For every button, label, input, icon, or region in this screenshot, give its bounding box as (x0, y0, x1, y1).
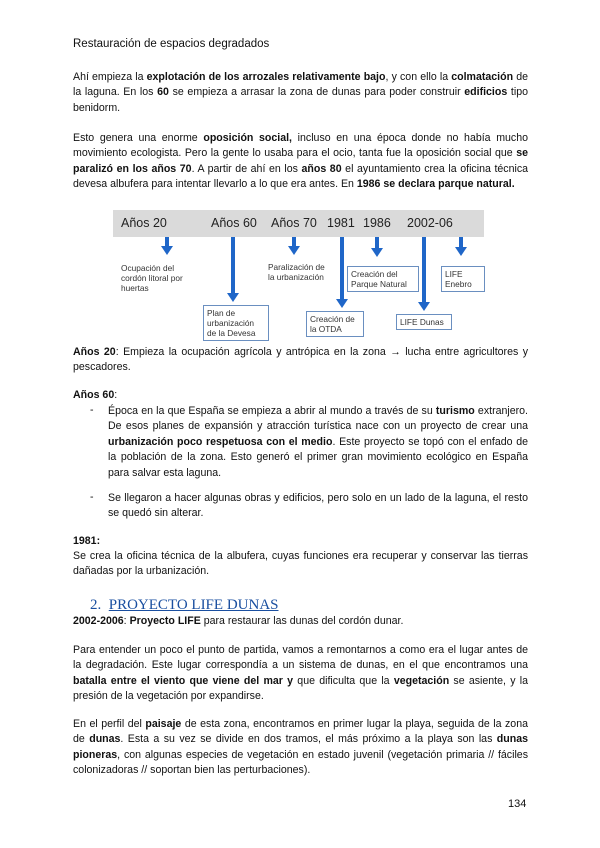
paragraph-explotacion: Ahí empieza la explotación de los arrozales relativamente bajo, y con ello la colmatación de la laguna. En los 60 se empieza a arrasar la zona de dunas para poder construir edificios tipo benidorm. (73, 71, 529, 114)
box-parque-natural: Creación del Parque Natural (347, 266, 419, 292)
list-item: Época en la que España se empieza a abrir al mundo a través de su turismo extranjero. De esos planes de expansión y atracción turística nace con un proyecto de crear una urbanización poco respetuosa con el medio. Este proyecto se topó con el enfado de la población de la zona. Esto generó el primer gran movimiento ecológico en España para salvar esta laguna. (108, 405, 529, 479)
heading-1981: 1981: (73, 535, 101, 547)
year-anos-20: Años 20 (121, 216, 167, 230)
arrow-head-life-dunas-icon (418, 302, 430, 311)
arrow-head-anos-20-icon (161, 246, 173, 255)
arrow-anos-70-icon (292, 237, 296, 246)
year-2002-06: 2002-06 (407, 216, 453, 230)
box-creacion-otda: Creación de la OTDA (306, 311, 364, 337)
box-paralizacion: Paralización de la urbanización (268, 262, 328, 282)
paragraph-paisaje: En el perfil del paisaje de esta zona, encontramos en primer lugar la playa, seguida de la zona de dunas. Esta a su vez se divide en dos tramos, el más próximo a la playa son las dunas pioneras, con algunas especies de vegetación en estado juvenil (vegetación primaria // fáciles colonizadoras // soportan bien las perturbaciones). (73, 718, 528, 777)
year-anos-60: Años 60 (211, 216, 257, 230)
paragraph-anos-20: Años 20: Empieza la ocupación agrícola y antrópica en la zona → lucha entre agricultores y pescadores. (73, 346, 528, 374)
heading-anos-60: Años 60: (73, 389, 118, 401)
year-anos-70: Años 70 (271, 216, 317, 230)
arrow-anos-20-icon (165, 237, 169, 246)
list-bullet: - (90, 491, 94, 503)
year-1986: 1986 (363, 216, 391, 230)
box-plan-urbanizacion: Plan de urbanización de la Devesa (203, 305, 269, 341)
year-1981: 1981 (327, 216, 355, 230)
arrow-head-life-enebro-icon (455, 247, 467, 256)
arrow-life-enebro-icon (459, 237, 463, 247)
paragraph-life: 2002-2006: Proyecto LIFE para restaurar las dunas del cordón dunar. (73, 615, 404, 627)
arrow-1981-icon (340, 237, 344, 299)
arrow-anos-60-icon (231, 237, 235, 293)
arrow-1986-icon (375, 237, 379, 248)
arrow-head-anos-60-icon (227, 293, 239, 302)
section-heading: 2. PROYECTO LIFE DUNAS (90, 597, 279, 613)
arrow-head-anos-70-icon (288, 246, 300, 255)
list-item: Se llegaron a hacer algunas obras y edificios, pero solo en un lado de la laguna, el resto se quedó sin alterar. (108, 492, 528, 520)
paragraph-1981: Se crea la oficina técnica de la albufera, cuyas funciones era recuperar y conservar las tierras dañadas por la urbanización. (73, 550, 528, 578)
running-header: Restauración de espacios degradados (73, 38, 270, 50)
arrow-head-1981-icon (336, 299, 348, 308)
box-life-dunas: LIFE Dunas (396, 314, 452, 330)
box-life-enebro: LIFE Enebro (441, 266, 485, 292)
paragraph-oposicion: Esto genera una enorme oposición social, incluso en una época donde no había mucho movimiento ecologista. Pero la gente lo usaba para el ocio, tanta fue la oposición social que se paralizó en los años 70. A partir de ahí en los años 80 el ayuntamiento crea la oficina técnica devesa albufera para intentar llevarlo a lo que era antes. En 1986 se declara parque natural. (73, 132, 529, 191)
paragraph-punto-partida: Para entender un poco el punto de partida, vamos a remontarnos a como era el lugar antes de la degradación. Este lugar correspondía a un sistema de dunas, en el que encontramos una batalla entre el viento que viene del mar y que dificulta que la vegetación se asiente, y la presión de la vegetación por expandirse. (73, 644, 529, 703)
list-bullet: - (90, 404, 94, 416)
arrow-life-dunas-icon (422, 237, 426, 302)
page-number: 134 (508, 798, 527, 810)
arrow-head-1986-icon (371, 248, 383, 257)
box-ocupacion: Ocupación del cordón litoral por huertas (121, 263, 195, 293)
